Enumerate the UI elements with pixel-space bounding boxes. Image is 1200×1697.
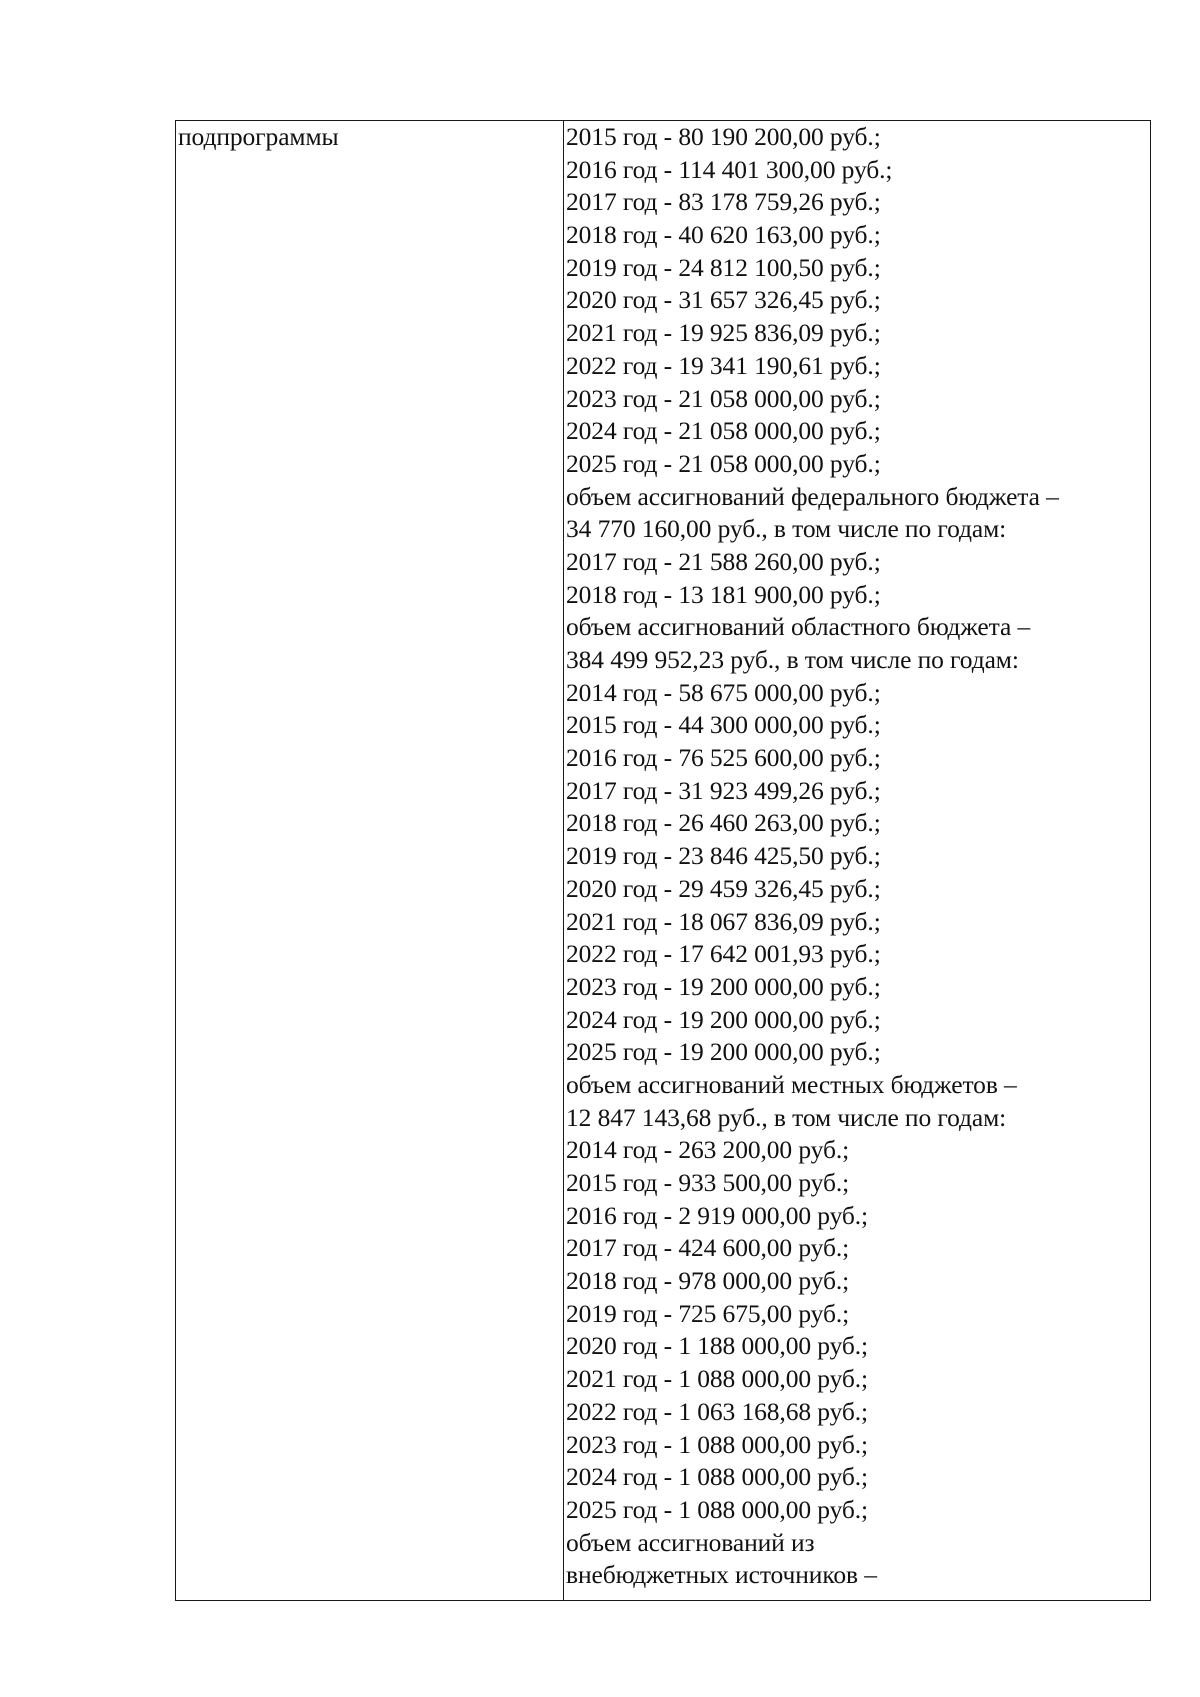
value-line: объем ассигнований местных бюджетов – [566, 1069, 1017, 1099]
value-line: 2019 год - 23 846 425,50 руб.; [566, 841, 881, 871]
value-line: 2025 год - 19 200 000,00 руб.; [566, 1037, 881, 1067]
value-line: 34 770 160,00 руб., в том числе по годам: [566, 514, 1007, 544]
value-line: 2018 год - 26 460 263,00 руб.; [566, 808, 881, 838]
value-line: 2017 год - 21 588 260,00 руб.; [566, 546, 881, 576]
value-line: 2020 год - 29 459 326,45 руб.; [566, 873, 881, 903]
value-line: 2015 год - 80 190 200,00 руб.; [566, 122, 881, 151]
value-line: 2015 год - 44 300 000,00 руб.; [566, 710, 881, 740]
value-line: 2016 год - 2 919 000,00 руб.; [566, 1200, 869, 1230]
value-line: внебюджетных источников – [566, 1560, 877, 1590]
value-line: 2021 год - 1 088 000,00 руб.; [566, 1364, 869, 1394]
value-line: 2014 год - 263 200,00 руб.; [566, 1135, 850, 1165]
value-line: 12 847 143,68 руб., в том числе по годам: [566, 1102, 1007, 1132]
value-line: 2016 год - 76 525 600,00 руб.; [566, 743, 881, 773]
value-line: 2020 год - 31 657 326,45 руб.; [566, 285, 881, 315]
value-line: 2025 год - 1 088 000,00 руб.; [566, 1494, 869, 1524]
value-line: 2020 год - 1 188 000,00 руб.; [566, 1331, 869, 1361]
value-line: 2024 год - 19 200 000,00 руб.; [566, 1004, 881, 1034]
value-line: 2024 год - 1 088 000,00 руб.; [566, 1462, 869, 1492]
value-line: 2023 год - 19 200 000,00 руб.; [566, 971, 881, 1001]
value-line: 2022 год - 19 341 190,61 руб.; [566, 350, 881, 380]
value-line: объем ассигнований федерального бюджета – [566, 481, 1059, 511]
value-line: 2018 год - 978 000,00 руб.; [566, 1266, 850, 1296]
value-line: 2022 год - 17 642 001,93 руб.; [566, 939, 881, 969]
value-line: 2021 год - 19 925 836,09 руб.; [566, 318, 881, 348]
value-line: 2023 год - 1 088 000,00 руб.; [566, 1429, 869, 1459]
value-line: 2018 год - 13 181 900,00 руб.; [566, 579, 881, 609]
value-line: 2024 год - 21 058 000,00 руб.; [566, 416, 881, 446]
value-line: объем ассигнований из [566, 1527, 815, 1557]
value-line: объем ассигнований областного бюджета – [566, 612, 1031, 642]
value-line: 2018 год - 40 620 163,00 руб.; [566, 220, 881, 250]
value-line: 2014 год - 58 675 000,00 руб.; [566, 677, 881, 707]
budget-table [175, 120, 1151, 1601]
value-line: 384 499 952,23 руб., в том числе по годам: [566, 645, 1019, 674]
value-line: 2021 год - 18 067 836,09 руб.; [566, 906, 881, 936]
value-cell-text [566, 121, 1150, 1592]
value-line: 2023 год - 21 058 000,00 руб.; [566, 383, 881, 413]
value-line: 2019 год - 24 812 100,50 руб.; [566, 252, 881, 282]
label-cell-text: подпрограммы [178, 122, 339, 151]
label-cell [176, 121, 564, 1600]
value-line: 2019 год - 725 675,00 руб.; [566, 1298, 850, 1328]
value-line: 2015 год - 933 500,00 руб.; [566, 1168, 850, 1197]
value-cell [564, 121, 1150, 1600]
value-line: 2017 год - 424 600,00 руб.; [566, 1233, 850, 1263]
value-line: 2017 год - 83 178 759,26 руб.; [566, 187, 881, 217]
value-line: 2016 год - 114 401 300,00 руб.; [566, 154, 893, 184]
value-line: 2025 год - 21 058 000,00 руб.; [566, 448, 881, 478]
value-line: 2017 год - 31 923 499,26 руб.; [566, 775, 881, 805]
value-line: 2022 год - 1 063 168,68 руб.; [566, 1396, 869, 1426]
